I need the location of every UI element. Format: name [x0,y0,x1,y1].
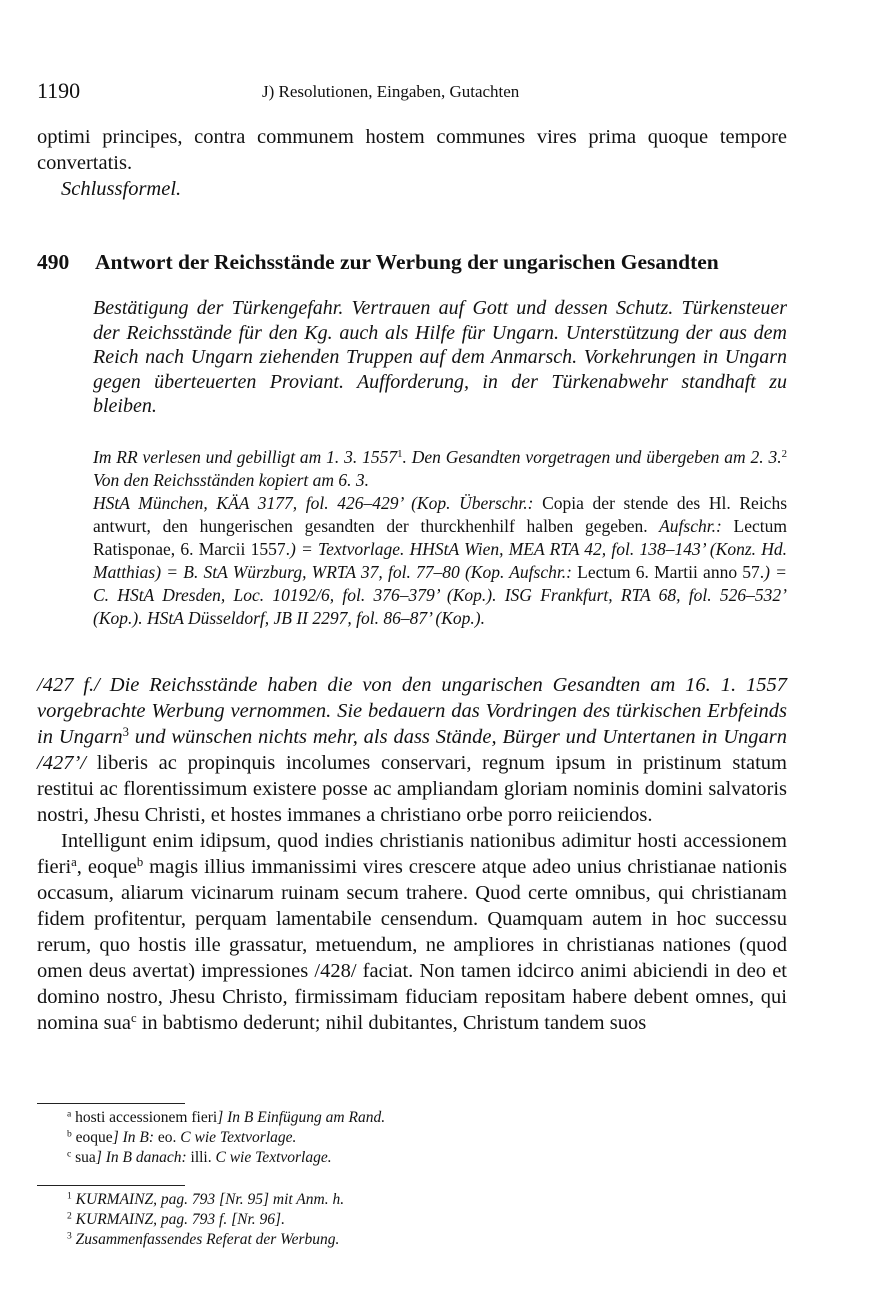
footnote-1 [67,1190,787,1210]
textnote-c [67,1148,787,1168]
archive-munich: HStA München, KÄA 3177, fol. 426–429’ (Kop. Überschr.: [93,493,543,513]
section-number: 490 [37,250,70,274]
textnote-lemma: eoque [75,1129,113,1146]
footnote-2 [67,1210,787,1230]
heading-quote: Copia der stende des Hl. Reichs antwurt, den hungerischen gesandten der thurckhenhilf halben gegeben. [93,493,788,536]
running-head: J) Resolutionen, Eingaben, Gutachten [262,82,520,101]
regest: Bestätigung der Türkengefahr. Vertrauen auf Gott und dessen Schutz. Türkensteuer der Reichsstände für den Kg. auch als Hilfe für Ungarn. Unterstützung der aus dem Reich nach Ungarn ziehenden Truppen auf dem Anmarsch. Vorkehrungen in Ungarn gegen überteuerten Proviant. Aufforderung, in der Türkenabwehr standhaft zu bleiben. [93,297,787,417]
footnote-mark: 1 [67,1190,72,1202]
textnote-mark: c [67,1148,72,1160]
textnote-lemma: sua [75,1149,96,1166]
textnote-b [67,1128,787,1148]
textnote-variant: eo. [157,1129,177,1146]
source-copy-note: Von den Reichsständen kopiert am 6. 3. [93,470,370,490]
textnote-mark: a [67,1108,72,1120]
footnote-text: KURMAINZ, pag. 793 [Nr. 95] mit Anm. h. [75,1191,345,1208]
latin-text-5: in babtismo dederunt; nihil dubitantes, Christum tandem suos [136,1012,647,1034]
footnote-mark: 3 [67,1230,72,1242]
textnote-text-2: C wie Textvorlage. [211,1149,332,1166]
footnote-separator [37,1185,185,1186]
footnote-ref-3: 3 [122,725,129,740]
aufschrift-text-2: Lectum 6. Martii anno 57. [577,562,765,582]
latin-text-2: Intelligunt enim idipsum, quod indies christianis nationibus adimitur hosti accessionem fieri [37,830,787,878]
textnote-lemma: hosti accessionem fieri [75,1109,218,1126]
footnote-text: KURMAINZ, pag. 793 f. [Nr. 96]. [75,1211,285,1228]
textnote-mark: b [67,1128,72,1140]
section-title: Antwort der Reichsstände zur Werbung der ungarischen Gesandten [95,250,719,274]
paragraph-1 [37,672,787,828]
textnote-a [67,1108,787,1128]
main-text [37,672,787,1036]
textnote-variant: illi. [190,1149,212,1166]
section-heading [37,250,797,275]
textnote-text: ] In B: [112,1129,158,1146]
paragraph-2 [37,828,787,1036]
textnotes [67,1108,787,1168]
archive-list: ) = Textvorlage. HHStA Wien, MEA RTA 42, fol. 138–143’ (Konz. Hd. Matthias) = B. StA Würzburg, WRTA 37, fol. 77–80 (Kop. Aufschr.: [93,539,788,582]
summary-text: /427 f./ Die Reichsstände haben die von den ungarischen Gesandten am 16. 1. 1557 vorgebrachte Werbung vernommen. Sie bedauern das Vordringen des türkischen Erbfeinds in Ungarn [37,674,787,748]
textnote-text: ] In B Einfügung am Rand. [217,1109,386,1126]
source-date-text: Im RR verlesen und gebilligt am 1. 3. 1557 [93,447,398,467]
footnote-ref-1: 1 [397,448,403,461]
textnote-ref-b: b [136,855,144,870]
textnote-text-2: C wie Textvorlage. [176,1129,297,1146]
footnote-text: Zusammenfassendes Referat der Werbung. [75,1231,340,1248]
summary-text-2: und wünschen nichts mehr, als dass Stände, Bürger und Untertanen in Ungarn /427’/ [37,726,788,774]
latin-text-4: magis illius immanissimi vires crescere atque adeo unius christianae nationis occasum, aliarum vicinarum ruinam secum trahere. Quod certe omnibus, qui christianam fidem profitentur, perquam lamentabile censendum. Quamquam autem in hoc successu rerum, quo hostis ille grassatur, metuendum, ne ampliores in christianas nationes (quod omen deus avertat) impressiones /428/ faciat. Non tamen idcirco animi abiciendi in deo et domino nostro, Jhesu Christo, firmissimam fiduciam repositam habere debent omnes, qui nomina sua [37,856,787,1034]
footnote-3 [67,1230,787,1250]
textnote-ref-a: a [71,855,77,870]
textnote-separator [37,1103,185,1104]
latin-text-1: liberis ac propinquis incolumes conservari, regnum ipsum in pristinum statum restitui ac florentissimum existere posse ac ampliandam gloriam nominis domini salvatoris nostri, Jhesu Christi, et hostes immanes a christiano orbe porro reiiciendos. [37,752,787,826]
aufschrift-text: Lectum Ratisponae, 6. Marcii 1557. [93,516,787,559]
source-date-text-2: . Den Gesandten vorgetragen und übergeben am 2. 3. [402,447,782,467]
continuation-block [37,124,787,202]
textnote-text: ] In B danach: [95,1149,191,1166]
page-header [37,78,787,106]
aufschrift-label: Aufschr.: [647,516,734,536]
source-apparatus [93,446,787,630]
page-number: 1190 [37,78,81,103]
footnote-mark: 2 [67,1210,72,1222]
latin-text-3: , eoque [76,856,137,878]
footnote-ref-2: 2 [781,448,787,461]
closing-formula: Schlussformel. [61,178,182,200]
continuation-text: optimi principes, contra communem hostem communes vires prima quoque tempore convertatis. [37,126,787,174]
archive-list-2: ) = C. HStA Dresden, Loc. 10192/6, fol. 376–379’ (Kop.). ISG Frankfurt, RTA 68, fol. 526–532’ (Kop.). HStA Düsseldorf, JB II 2297, fol. 86–87’ (Kop.). [93,562,787,628]
textnote-ref-c: c [130,1011,137,1026]
footnotes [67,1190,787,1250]
